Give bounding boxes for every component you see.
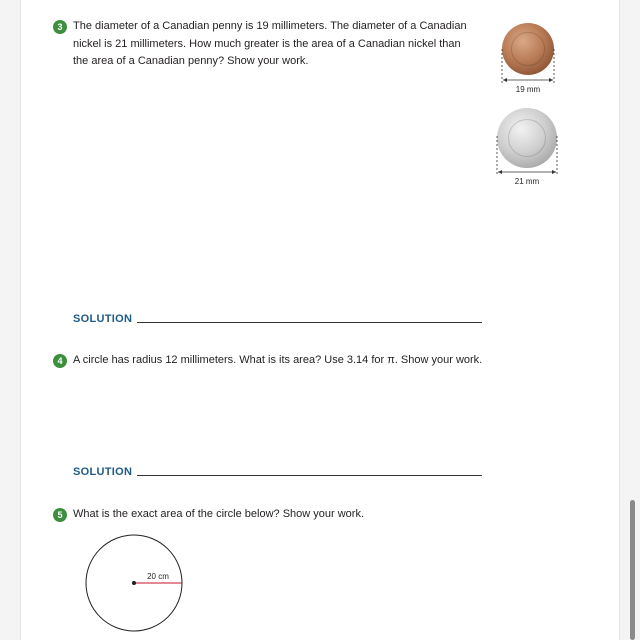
question-number-badge: 4 [53,354,67,368]
penny-dimension-label: 19 mm [515,85,541,94]
radius-label: 20 cm [147,572,169,581]
scrollbar-track[interactable] [619,0,640,640]
question-3-text [73,18,467,71]
question-5-text: What is the exact area of the circle below? Show your work. [73,508,365,520]
question-3-line-1: The diameter of a Canadian penny is 19 millimeters. The diameter of a Canadian [73,20,467,32]
nickel-dimension-label: 21 mm [514,177,540,186]
scrollbar-thumb[interactable] [630,500,635,640]
solution-answer-line[interactable] [137,475,482,476]
penny-dimension-arrow [495,45,565,90]
question-3-line-3: the area of a Canadian penny? Show your work. [73,55,309,67]
question-number-badge: 3 [53,20,67,34]
center-point [132,581,136,585]
solution-answer-line[interactable] [137,322,482,323]
question-4-text: A circle has radius 12 millimeters. What is its area? Use 3.14 for π. Show your work. [73,354,483,366]
question-number-badge: 5 [53,508,67,522]
nickel-dimension-arrow [492,132,564,180]
question-3-line-2: nickel is 21 millimeters. How much greater is the area of a Canadian nickel than [73,37,461,50]
page-left-margin [0,0,21,640]
solution-label: SOLUTION [73,466,133,478]
solution-label: SOLUTION [73,313,133,325]
circle-diagram [83,533,187,637]
